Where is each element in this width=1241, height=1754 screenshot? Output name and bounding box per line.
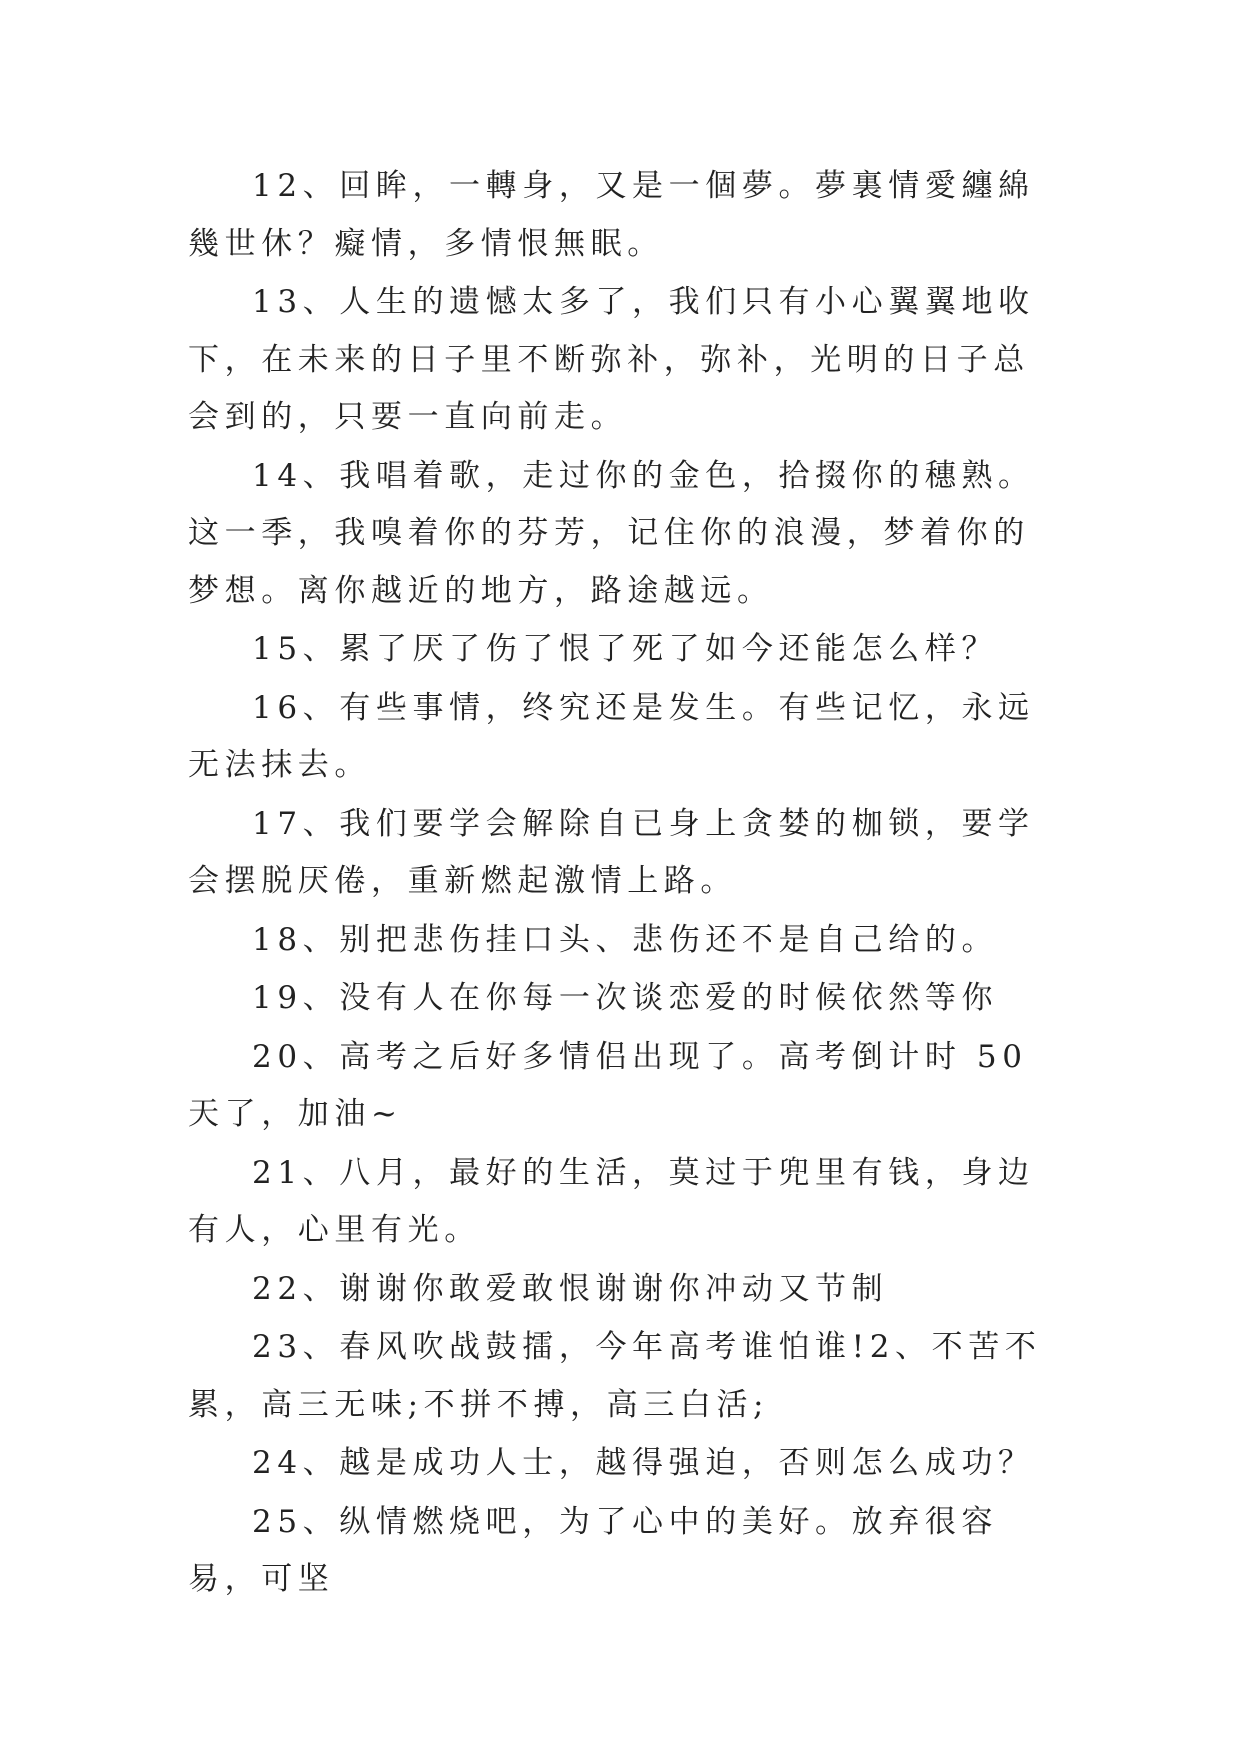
paragraph-24: 24、越是成功人士，越得强迫，否则怎么成功？	[252, 1445, 1035, 1481]
paragraph-25: 25、纵情燃烧吧，为了心中的美好。放弃很容易，可坚	[188, 1503, 999, 1597]
paragraph-21: 21、八月，最好的生活，莫过于兜里有钱，身边有人，心里有光。	[188, 1154, 1035, 1248]
paragraph-19: 19、没有人在你每一次谈恋爱的时候依然等你	[252, 980, 999, 1016]
paragraph-13: 13、人生的遗憾太多了，我们只有小心翼翼地收下，在未来的日子里不断弥补，弥补，光明的日子总会到的，只要一直向前走。	[188, 284, 1035, 435]
paragraph-23: 23、春风吹战鼓擂，今年高考谁怕谁!2、不苦不累，高三无味;不拼不搏，高三白活;	[188, 1329, 1042, 1423]
paragraph-15: 15、累了厌了伤了恨了死了如今还能怎么样？	[252, 631, 999, 667]
document-body	[188, 158, 1058, 1610]
paragraph-16: 16、有些事情，终究还是发生。有些记忆，永远无法抹去。	[188, 689, 1035, 783]
paragraph-14: 14、我唱着歌，走过你的金色，拾掇你的穗熟。这一季，我嗅着你的芬芳，记住你的浪漫，梦着你的梦想。离你越近的地方，路途越远。	[188, 457, 1035, 609]
paragraph-18: 18、别把悲伤挂口头、悲伤还不是自己给的。	[252, 921, 999, 958]
paragraph-22: 22、谢谢你敢爱敢恨谢谢你冲动又节制	[252, 1270, 889, 1307]
paragraph-17: 17、我们要学会解除自已身上贪婪的枷锁，要学会摆脱厌倦，重新燃起激情上路。	[188, 805, 1035, 899]
paragraph-12: 12、回眸，一轉身，又是一個夢。夢裏情愛纏綿幾世休？癡情，多情恨無眠。	[188, 168, 1035, 262]
paragraph-20: 20、高考之后好多情侣出现了。高考倒计时 50 天了，加油~	[188, 1038, 1028, 1132]
